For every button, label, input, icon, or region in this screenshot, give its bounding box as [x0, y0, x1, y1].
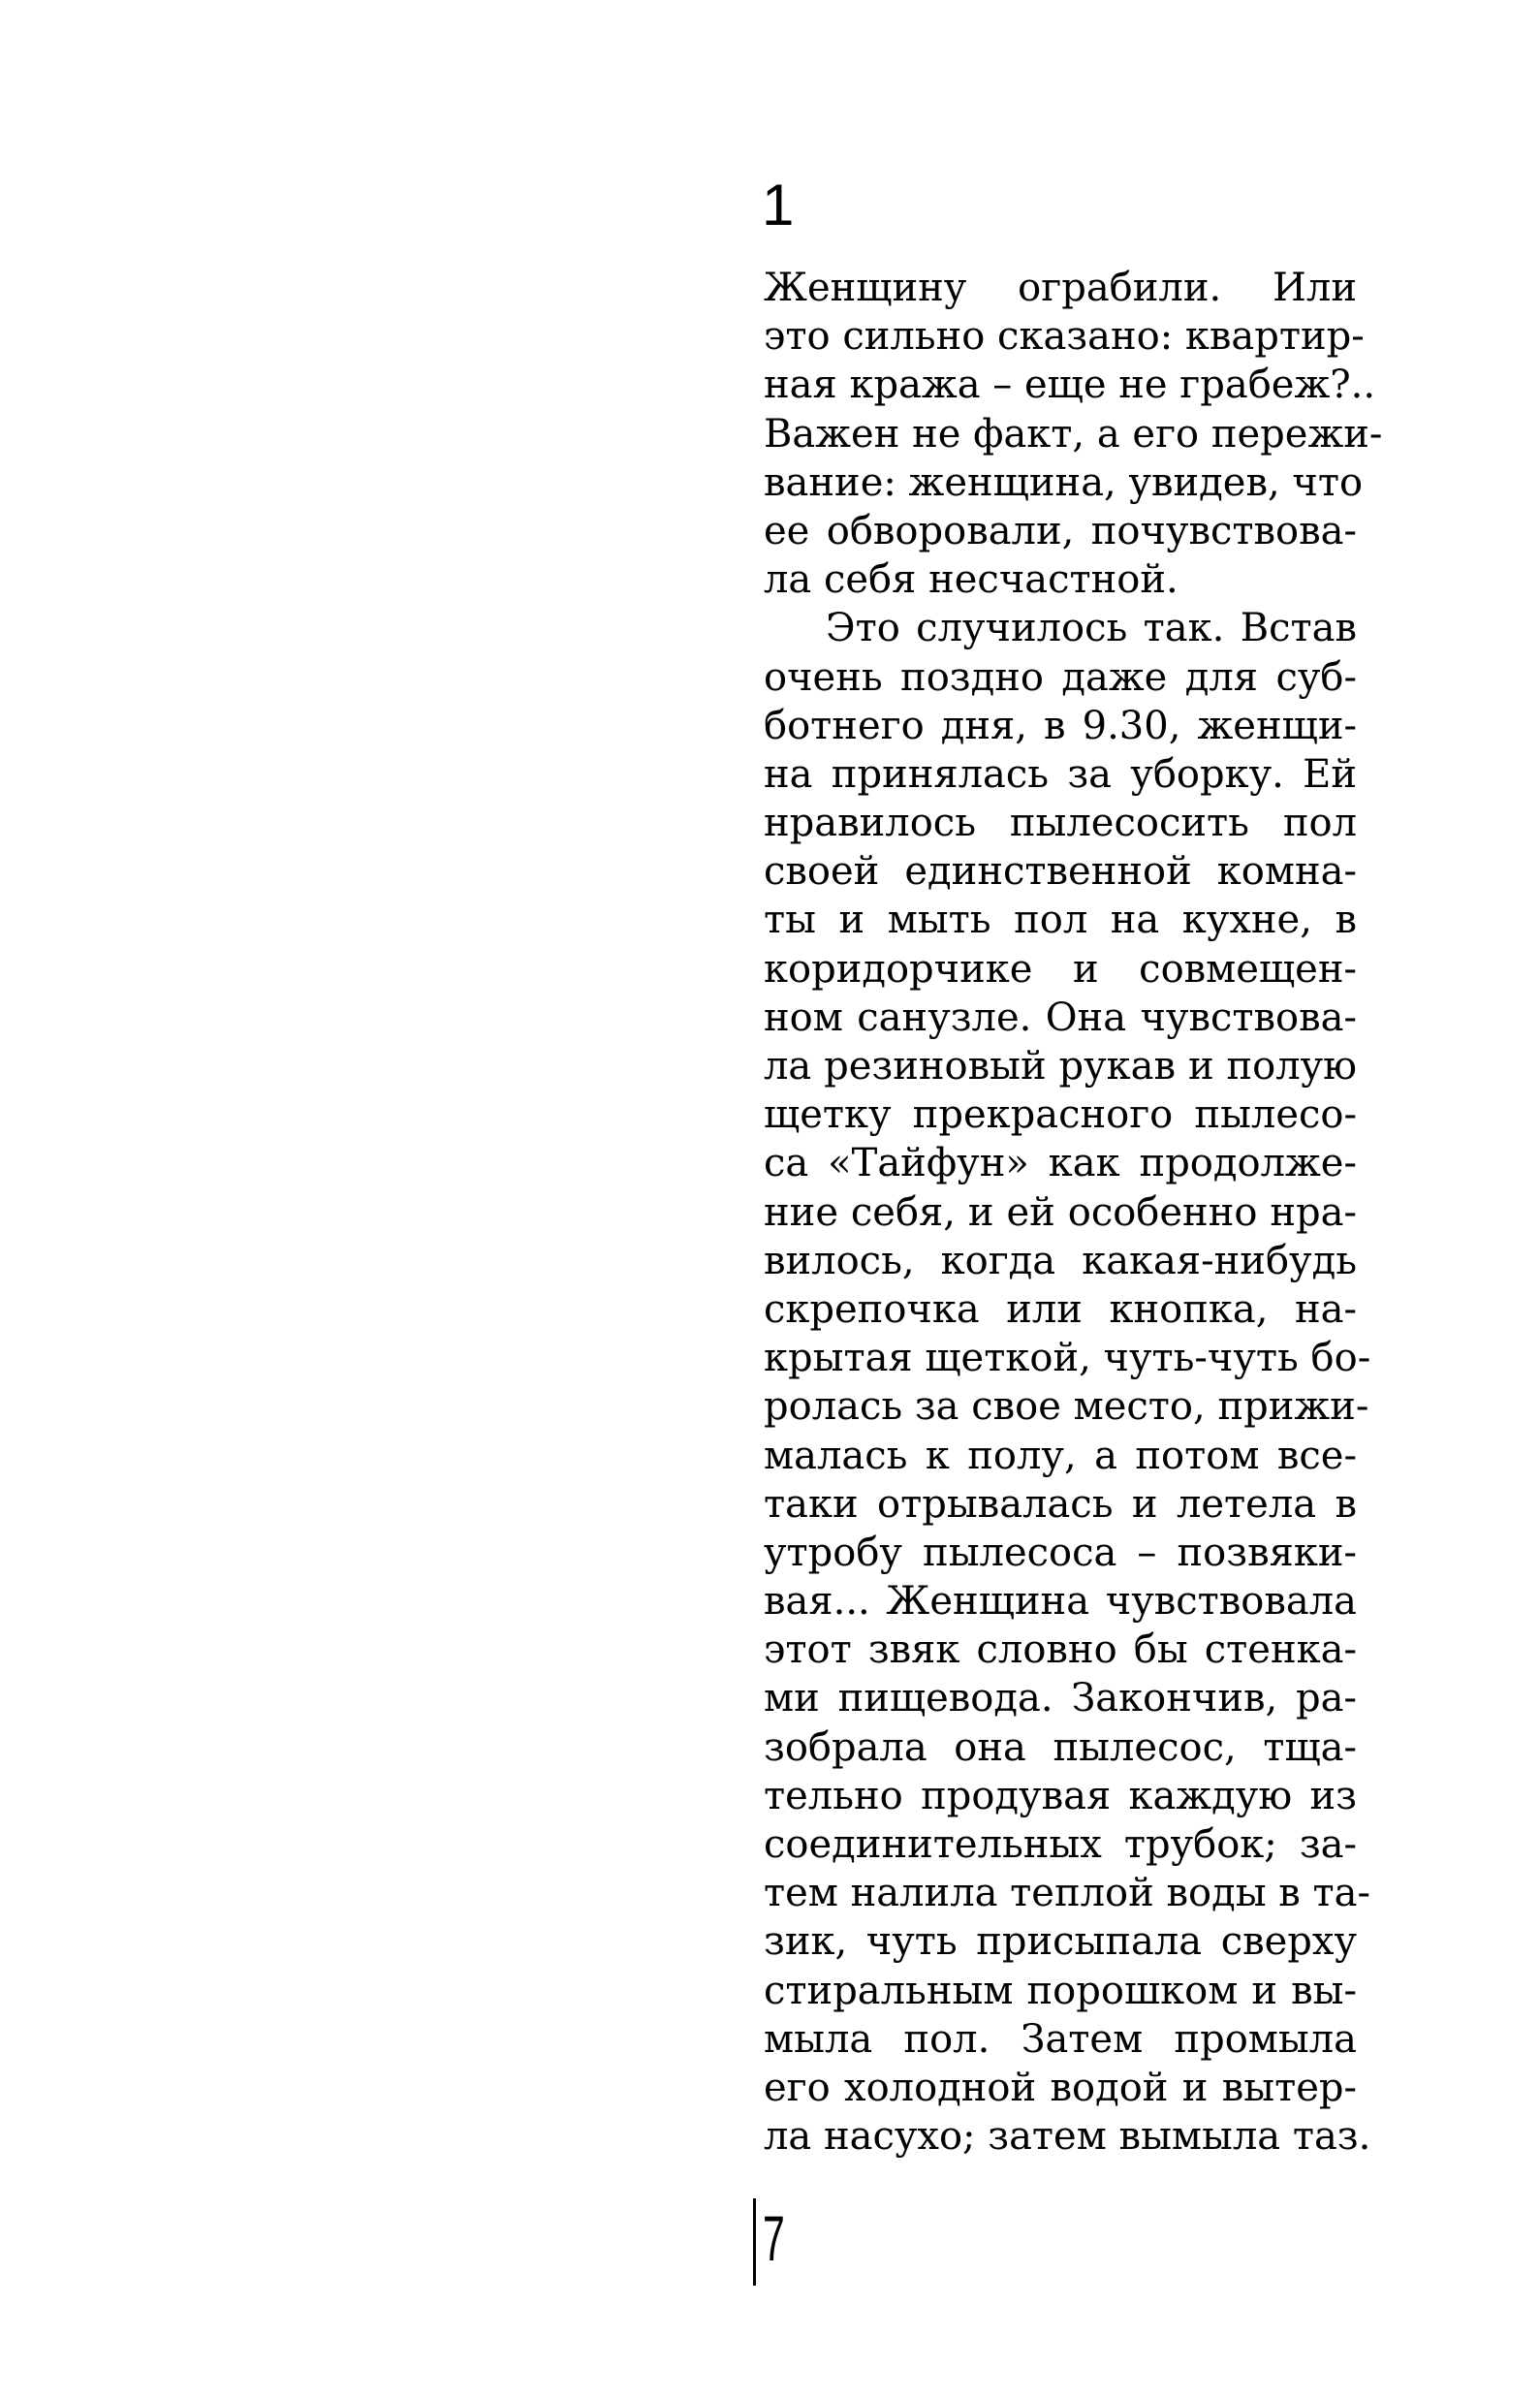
text-line: это сильно сказано: квартир- [764, 314, 1365, 360]
text-line: ном санузле. Она чувствова- [764, 995, 1357, 1040]
text-line: Женщину ограбили. Или [764, 266, 1357, 310]
text-line: очень поздно даже для суб- [764, 654, 1357, 700]
text-line: утробу пылесоса – позвяки- [764, 1530, 1357, 1575]
paragraph [764, 604, 1371, 2161]
text-line: коридорчике и совмещен- [764, 946, 1357, 992]
text-line: стиральным порошком и вы- [764, 1968, 1357, 2013]
body-text [764, 264, 1383, 2161]
text-line: щетку прекрасного пылесо- [764, 1092, 1357, 1138]
text-line: крытая щеткой, чуть-чуть бо- [764, 1336, 1371, 1381]
page-number: 7 [763, 2202, 785, 2274]
text-line: ботнего дня, в 9.30, женщи- [764, 703, 1357, 748]
text-line: тельно продувая каждую из [764, 1773, 1357, 1818]
text-line: вилось, когда какая-нибудь [764, 1238, 1357, 1283]
text-line: ла себя несчастной. [764, 557, 1179, 603]
text-line: этот звяк словно бы стенка- [764, 1627, 1357, 1673]
text-line: ние себя, и ей особенно нра- [764, 1189, 1357, 1235]
text-line: ролась за свое место, прижи- [764, 1384, 1369, 1430]
text-line: мыла пол. Затем промыла [764, 2016, 1357, 2062]
text-line: тем налила теплой воды в та- [764, 1871, 1371, 1916]
text-line: на принялась за уборку. Ей [764, 751, 1357, 797]
text-line: малась к полу, а потом все- [764, 1433, 1357, 1478]
text-line: ная кража – еще не грабеж?.. [764, 363, 1376, 408]
text-line: ты и мыть пол на кухне, в [764, 898, 1357, 943]
text-line: зик, чуть присыпала сверху [764, 1919, 1357, 1965]
text-line: своей единственной комна- [764, 849, 1357, 895]
text-line: вание: женщина, увидев, что [764, 459, 1364, 505]
text-line: его холодной водой и вытер- [764, 2065, 1357, 2110]
text-line: соединительных трубок; за- [764, 1822, 1357, 1867]
text-line: ее обворовали, почувствова- [764, 508, 1357, 553]
paragraph [764, 264, 1383, 604]
text-line: таки отрывалась и летела в [764, 1481, 1357, 1527]
text-line: са «Тайфун» как продолже- [764, 1141, 1357, 1186]
text-line: Важен не факт, а его пережи- [764, 411, 1383, 457]
text-line: вая... Женщина чувствовала [764, 1579, 1357, 1625]
folio-rule [753, 2198, 756, 2286]
text-line: скрепочка или кнопка, на- [764, 1286, 1357, 1332]
text-line: Это случилось так. Встав [826, 606, 1357, 651]
text-line: ми пищевода. Закончив, ра- [764, 1676, 1357, 1721]
chapter-number: 1 [762, 173, 795, 237]
text-line: зобрала она пылесос, тща- [764, 1724, 1357, 1770]
text-line: ла резиновый рукав и полую [764, 1044, 1357, 1089]
text-line: ла насухо; затем вымыла таз. [764, 2114, 1371, 2160]
text-line: нравилось пылесосить пол [764, 801, 1357, 846]
